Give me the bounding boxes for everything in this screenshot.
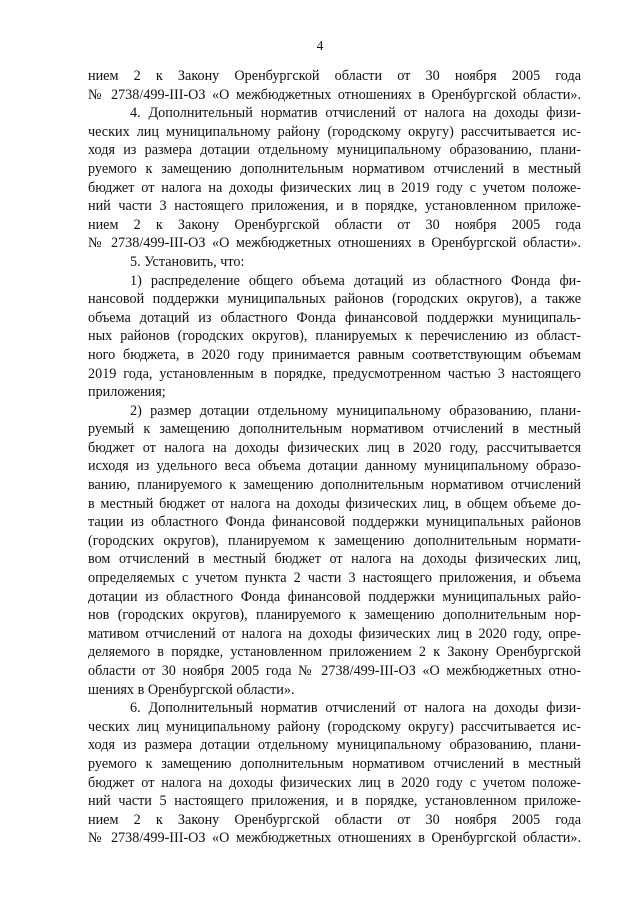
text-line: нием 2 к Закону Оренбургской области от 30 ноября 2005 года (88, 216, 581, 233)
document-body (88, 67, 581, 848)
text-line: 6. Дополнительный норматив отчислений от налога на доходы физи- (130, 700, 581, 717)
text-line: 2019 года, установленным в порядке, предусмотренном частью 3 настоящего (88, 365, 581, 382)
text-line: ных районов (городских округов), планируемых к перечислению из област- (88, 328, 581, 345)
text-line: деляемого в порядке, установленном приложением 2 к Закону Оренбургской (88, 644, 581, 661)
text-line: 4. Дополнительный норматив отчислений от налога на доходы физи- (130, 105, 581, 122)
text-line: ванию, планируемого к замещению дополнительным нормативом отчислений (88, 477, 581, 494)
text-line: ного бюджета, в 2020 году принимается равным соответствующим объемам (88, 346, 581, 363)
text-line: № 2738/499-III-ОЗ «О межбюджетных отношениях в Оренбургской области». (88, 235, 581, 252)
text-line: № 2738/499-III-ОЗ «О межбюджетных отношениях в Оренбургской области». (88, 830, 581, 847)
text-line: 1) распределение общего объема дотаций из областного Фонда фи- (130, 272, 581, 289)
text-line: нансовой поддержки муниципальных районов (городских округов), а также (88, 291, 581, 308)
text-line: № 2738/499-III-ОЗ «О межбюджетных отношениях в Оренбургской области». (88, 86, 581, 103)
text-line: объема дотаций из областного Фонда финансовой поддержки муниципаль- (88, 309, 581, 326)
text-line: бюджет от налога на доходы физических лиц в 2020 году с учетом положе- (88, 774, 581, 791)
text-line: ческих лиц муниципальному району (городскому округу) рассчитывается ис- (88, 123, 581, 140)
text-line: вом отчислений в местный бюджет от налога на доходы физических лиц, (88, 551, 581, 568)
text-line: бюджет от налога на доходы физических лиц в 2019 году с учетом положе- (88, 179, 581, 196)
text-line: приложения; (88, 384, 166, 401)
text-line: нием 2 к Закону Оренбургской области от 30 ноября 2005 года (88, 811, 581, 828)
text-line: исходя из удельного веса объема дотации данному муниципальному образо- (88, 458, 581, 475)
text-line: руемого к замещению дополнительным нормативом отчислений в местный (88, 755, 581, 772)
text-line: тации из областного Фонда финансовой поддержки муниципальных районов (88, 514, 581, 531)
text-line: ходя из размера дотации отдельному муниципальному образованию, плани- (88, 142, 581, 159)
text-line: в местный бюджет от налога на доходы физических лиц, в общем объеме до- (88, 495, 581, 512)
text-line: дотации из областного Фонда финансовой поддержки муниципальных райо- (88, 588, 581, 605)
text-line: нием 2 к Закону Оренбургской области от 30 ноября 2005 года (88, 68, 581, 84)
text-line: бюджет от налога на доходы физических лиц в 2020 году, рассчитывается (88, 439, 581, 456)
text-line: 2) размер дотации отдельному муниципальному образованию, плани- (130, 402, 581, 419)
text-line: ний части 5 настоящего приложения, и в порядке, установленном приложе- (88, 793, 581, 810)
text-line: области от 30 ноября 2005 года № 2738/499-III-ОЗ «О межбюджетных отно- (88, 663, 581, 679)
text-line: ческих лиц муниципальному району (городскому округу) рассчитывается ис- (88, 718, 581, 735)
text-line: шениях в Оренбургской области». (88, 681, 295, 698)
text-line: руемый к замещению дополнительным нормативом отчислений в местный (88, 421, 581, 438)
text-line: ний части 3 настоящего приложения, и в порядке, установленном приложе- (88, 198, 581, 215)
page-number: 4 (316, 38, 324, 53)
text-line: ходя из размера дотации отдельному муниципальному образованию, плани- (88, 737, 581, 754)
text-line: нов (городских округов), планируемого к замещению дополнительным нор- (88, 607, 581, 624)
text-line: (городских округов), планируемом к замещению дополнительным нормати- (88, 532, 581, 549)
text-line: 5. Установить, что: (130, 253, 245, 270)
text-line: определяемых с учетом пункта 2 части 3 настоящего приложения, и объема (88, 570, 581, 587)
text-line: руемого к замещению дополнительным нормативом отчислений в местный (88, 160, 581, 177)
text-line: мативом отчислений от налога на доходы физических лиц в 2020 году, опре- (88, 625, 581, 642)
